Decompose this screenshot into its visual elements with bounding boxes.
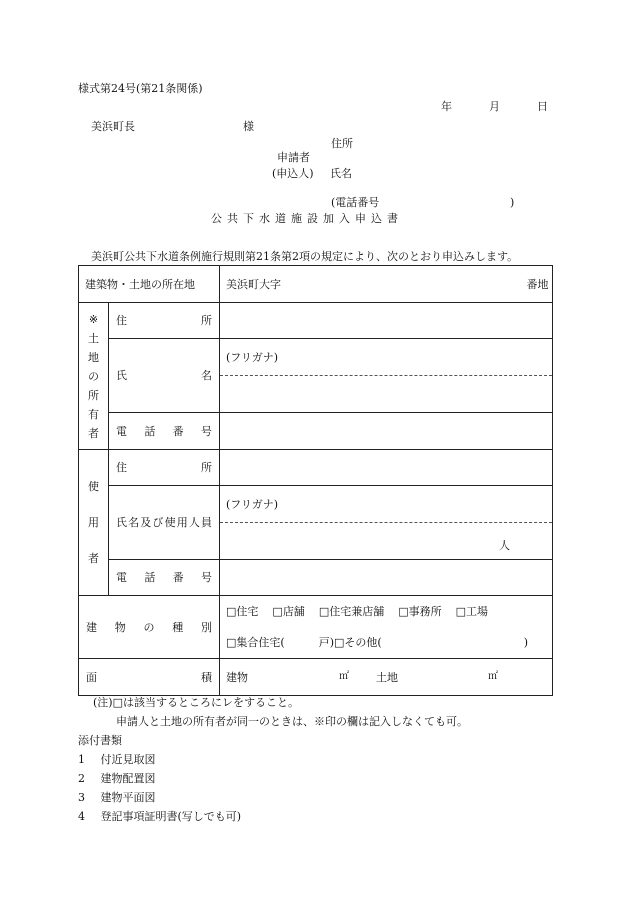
attachment-label: 登記事項証明書(写しでも可)	[100, 810, 242, 823]
owner-name-input[interactable]	[220, 375, 552, 412]
other-close: )	[523, 636, 528, 649]
building-type-row	[79, 596, 553, 659]
attachment-item	[78, 754, 156, 765]
form-title: 公共下水道施設加入申込書	[211, 212, 403, 225]
owner-furigana-label: (フリガナ)	[226, 350, 279, 364]
note-checkmark: (注)□は該当するところにレをすること。	[93, 696, 299, 709]
user-furigana-label: (フリガナ)	[226, 497, 279, 511]
checkbox-office[interactable]: □ 事務所	[398, 606, 441, 617]
area-building-label: 建物	[226, 671, 248, 684]
applicant-role-label-alt: (申込人)	[272, 167, 314, 180]
location-prefix: 美浜町大字	[226, 277, 281, 291]
owner-name-row	[79, 339, 553, 413]
area-building-unit: ㎡	[339, 671, 349, 682]
area-field[interactable]	[220, 659, 553, 696]
application-table	[78, 265, 553, 696]
checkbox-factory[interactable]: □ 工場	[456, 606, 488, 617]
user-phone-label: 電話番号	[109, 560, 220, 596]
owner-address-field[interactable]	[220, 303, 553, 339]
checkbox-house[interactable]: □ 住宅	[226, 606, 258, 617]
area-label: 面積	[79, 659, 220, 696]
persons-unit: 人	[499, 539, 510, 552]
form-number: 様式第24号(第21条関係)	[78, 82, 203, 95]
user-address-field[interactable]	[220, 450, 553, 486]
checkbox-collective-housing[interactable]: □ 集合住宅(	[226, 637, 285, 648]
owner-group-char: 者	[88, 426, 99, 440]
attachment-item	[78, 773, 156, 784]
user-furigana-field[interactable]	[220, 486, 552, 522]
applicant-phone-close: )	[510, 196, 515, 209]
applicant-address-label: 住所	[331, 137, 353, 150]
user-name-label: 氏名及び使用人員	[109, 486, 220, 560]
user-group-char: 者	[88, 551, 99, 565]
user-name-field[interactable]	[220, 486, 553, 560]
area-land-label: 土地	[376, 671, 398, 684]
addressee-honorific: 様	[243, 120, 254, 133]
owner-phone-label: 電話番号	[109, 413, 220, 450]
attachment-label: 建物配置図	[100, 772, 156, 785]
applicant-role-label: 申請者	[277, 151, 310, 164]
location-row	[79, 266, 553, 303]
location-label: 建築物・土地の所在地	[79, 266, 220, 303]
attachments-heading: 添付書類	[78, 734, 122, 747]
applicant-name-label: 氏名	[330, 167, 352, 180]
user-name-row	[79, 486, 553, 560]
owner-group-char: ※	[88, 312, 99, 326]
collective-unit: 戸)	[318, 636, 334, 649]
owner-phone-row	[79, 413, 553, 450]
attachment-number: 4	[78, 810, 85, 823]
attachment-item	[78, 792, 156, 803]
user-group-char: 使	[88, 479, 99, 493]
attachment-item	[78, 811, 241, 822]
location-suffix: 番地	[526, 277, 549, 291]
owner-address-label: 住所	[109, 303, 220, 339]
owner-name-label: 氏名	[109, 339, 220, 413]
owner-furigana-field[interactable]	[220, 339, 552, 375]
date-month-label: 月	[489, 100, 500, 113]
owner-group-char: 有	[88, 407, 99, 421]
owner-group-char: 所	[88, 388, 99, 402]
applicant-phone-open: (電話番号	[331, 196, 380, 209]
attachment-number: 3	[78, 791, 85, 804]
location-field[interactable]	[220, 266, 553, 303]
owner-group-char: 土	[88, 331, 99, 345]
user-address-row	[79, 450, 553, 486]
date-year-label: 年	[441, 100, 452, 113]
attachment-label: 建物平面図	[100, 791, 156, 804]
intro-text: 美浜町公共下水道条例施行規則第21条第2項の規定により、次のとおり申込みします。	[91, 250, 519, 263]
checkbox-house-shop[interactable]: □ 住宅兼店舗	[319, 606, 384, 617]
user-phone-field[interactable]	[220, 560, 553, 596]
note-owner-same: 申請人と土地の所有者が同一のときは、※印の欄は記入しなくても可。	[116, 715, 468, 728]
area-land-unit: ㎡	[488, 671, 498, 682]
owner-address-row	[79, 303, 553, 339]
user-phone-row	[79, 560, 553, 596]
attachment-number: 1	[78, 753, 85, 766]
user-group-label	[79, 450, 109, 596]
building-type-options	[220, 596, 553, 659]
owner-name-field[interactable]	[220, 339, 553, 413]
user-group-char: 用	[88, 515, 99, 529]
attachment-label: 付近見取図	[100, 753, 156, 766]
owner-group-char: の	[88, 369, 99, 383]
date-day-label: 日	[537, 100, 548, 113]
building-type-label: 建物の種別	[79, 596, 220, 659]
user-address-label: 住所	[109, 450, 220, 486]
area-row	[79, 659, 553, 696]
owner-group-label	[79, 303, 109, 450]
checkbox-other[interactable]: □ その他(	[334, 637, 382, 648]
attachment-number: 2	[78, 772, 85, 785]
addressee-name: 美浜町長	[91, 120, 135, 133]
owner-phone-field[interactable]	[220, 413, 553, 450]
owner-group-char: 地	[88, 350, 99, 364]
user-name-input[interactable]	[220, 522, 552, 559]
checkbox-shop[interactable]: □ 店舗	[272, 606, 304, 617]
